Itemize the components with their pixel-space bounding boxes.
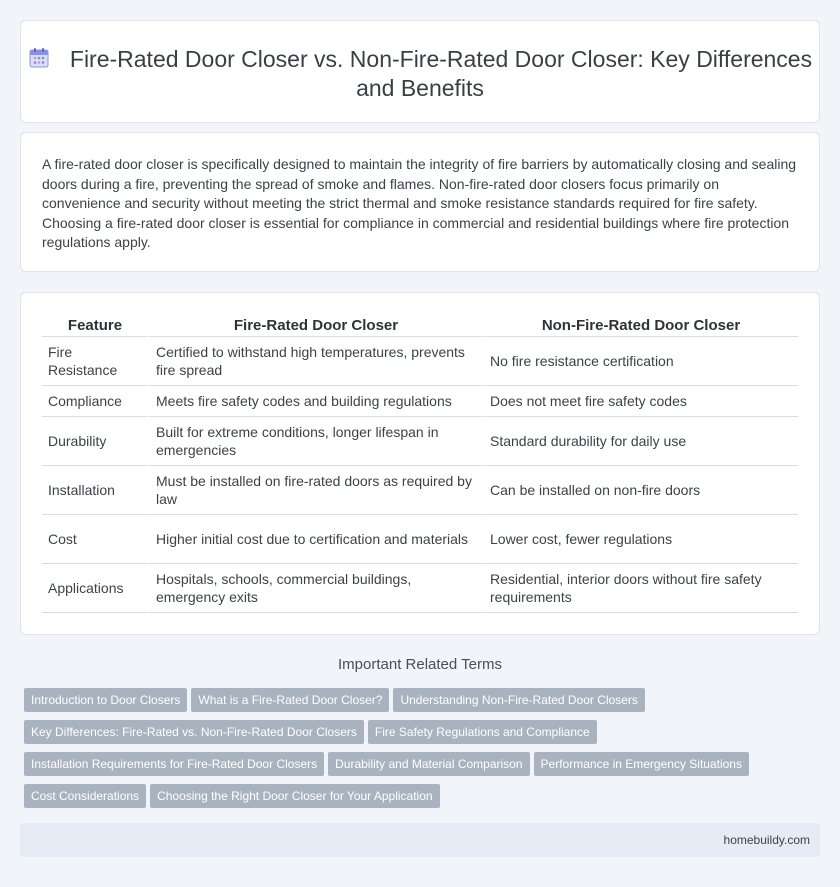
header-non-fire-rated: Non-Fire-Rated Door Closer: [482, 315, 798, 337]
table-row: [42, 386, 798, 417]
page-title-wrap: [21, 45, 819, 103]
tag-row: [24, 784, 814, 816]
feature-cell: Installation: [42, 466, 148, 515]
feature-cell: Compliance: [42, 386, 148, 417]
non-fire-rated-cell: Standard durability for daily use: [482, 417, 798, 466]
related-term-tag[interactable]: Introduction to Door Closers: [24, 688, 187, 712]
non-fire-rated-cell: Residential, interior doors without fire safety requirements: [482, 564, 798, 613]
tag-row: [24, 720, 814, 752]
fire-rated-cell: Meets fire safety codes and building regulations: [148, 386, 482, 417]
fire-rated-cell: Must be installed on fire-rated doors as required by law: [148, 466, 482, 515]
feature-cell: Fire Resistance: [42, 337, 148, 386]
footer-site[interactable]: homebuildy.com: [723, 833, 810, 847]
non-fire-rated-cell: Does not meet fire safety codes: [482, 386, 798, 417]
related-term-tag[interactable]: Choosing the Right Door Closer for Your Application: [150, 784, 440, 808]
table-row: [42, 515, 798, 564]
related-term-tag[interactable]: Understanding Non-Fire-Rated Door Closers: [393, 688, 644, 712]
comparison-card: [20, 292, 820, 635]
page-title: Fire-Rated Door Closer vs. Non-Fire-Rated Door Closer: Key Differences and Benefits: [69, 46, 813, 101]
related-term-tag[interactable]: Fire Safety Regulations and Compliance: [368, 720, 597, 744]
related-term-tag[interactable]: Cost Considerations: [24, 784, 146, 808]
feature-cell: Cost: [42, 515, 148, 564]
feature-cell: Applications: [42, 564, 148, 613]
footer: [20, 823, 820, 857]
tag-row: [24, 688, 814, 720]
table-row: [42, 337, 798, 386]
non-fire-rated-cell: Lower cost, fewer regulations: [482, 515, 798, 564]
calendar-icon: [28, 47, 50, 69]
title-card: [20, 20, 820, 123]
related-term-tag[interactable]: Durability and Material Comparison: [328, 752, 529, 776]
header-feature: Feature: [42, 315, 148, 337]
related-terms-list: [24, 688, 814, 816]
related-term-tag[interactable]: Installation Requirements for Fire-Rated Door Closers: [24, 752, 324, 776]
table-header-row: [42, 315, 798, 337]
fire-rated-cell: Built for extreme conditions, longer lifespan in emergencies: [148, 417, 482, 466]
intro-card: [20, 132, 820, 272]
comparison-table: [42, 315, 798, 613]
feature-cell: Durability: [42, 417, 148, 466]
table-row: [42, 466, 798, 515]
related-terms-heading: Important Related Terms: [338, 656, 502, 673]
fire-rated-cell: Hospitals, schools, commercial buildings, emergency exits: [148, 564, 482, 613]
table-row: [42, 564, 798, 613]
non-fire-rated-cell: No fire resistance certification: [482, 337, 798, 386]
non-fire-rated-cell: Can be installed on non-fire doors: [482, 466, 798, 515]
fire-rated-cell: Higher initial cost due to certification and materials: [148, 515, 482, 564]
related-term-tag[interactable]: What is a Fire-Rated Door Closer?: [191, 688, 389, 712]
related-term-tag[interactable]: Key Differences: Fire-Rated vs. Non-Fire-Rated Door Closers: [24, 720, 364, 744]
table-row: [42, 417, 798, 466]
fire-rated-cell: Certified to withstand high temperatures, prevents fire spread: [148, 337, 482, 386]
intro-paragraph: A fire-rated door closer is specifically designed to maintain the integrity of fire barriers by automatically closing and sealing doors during a fire, preventing the spread of smoke and flames. Non-fire-rated door closers focus primarily on convenience and security without meeting the strict thermal and smoke resistance standards required for fire safety. Choosing a fire-rated door closer is essential for compliance in commercial and residential buildings where fire protection regulations apply.: [42, 156, 797, 251]
tag-row: [24, 752, 814, 784]
header-fire-rated: Fire-Rated Door Closer: [148, 315, 482, 337]
related-term-tag[interactable]: Performance in Emergency Situations: [534, 752, 749, 776]
